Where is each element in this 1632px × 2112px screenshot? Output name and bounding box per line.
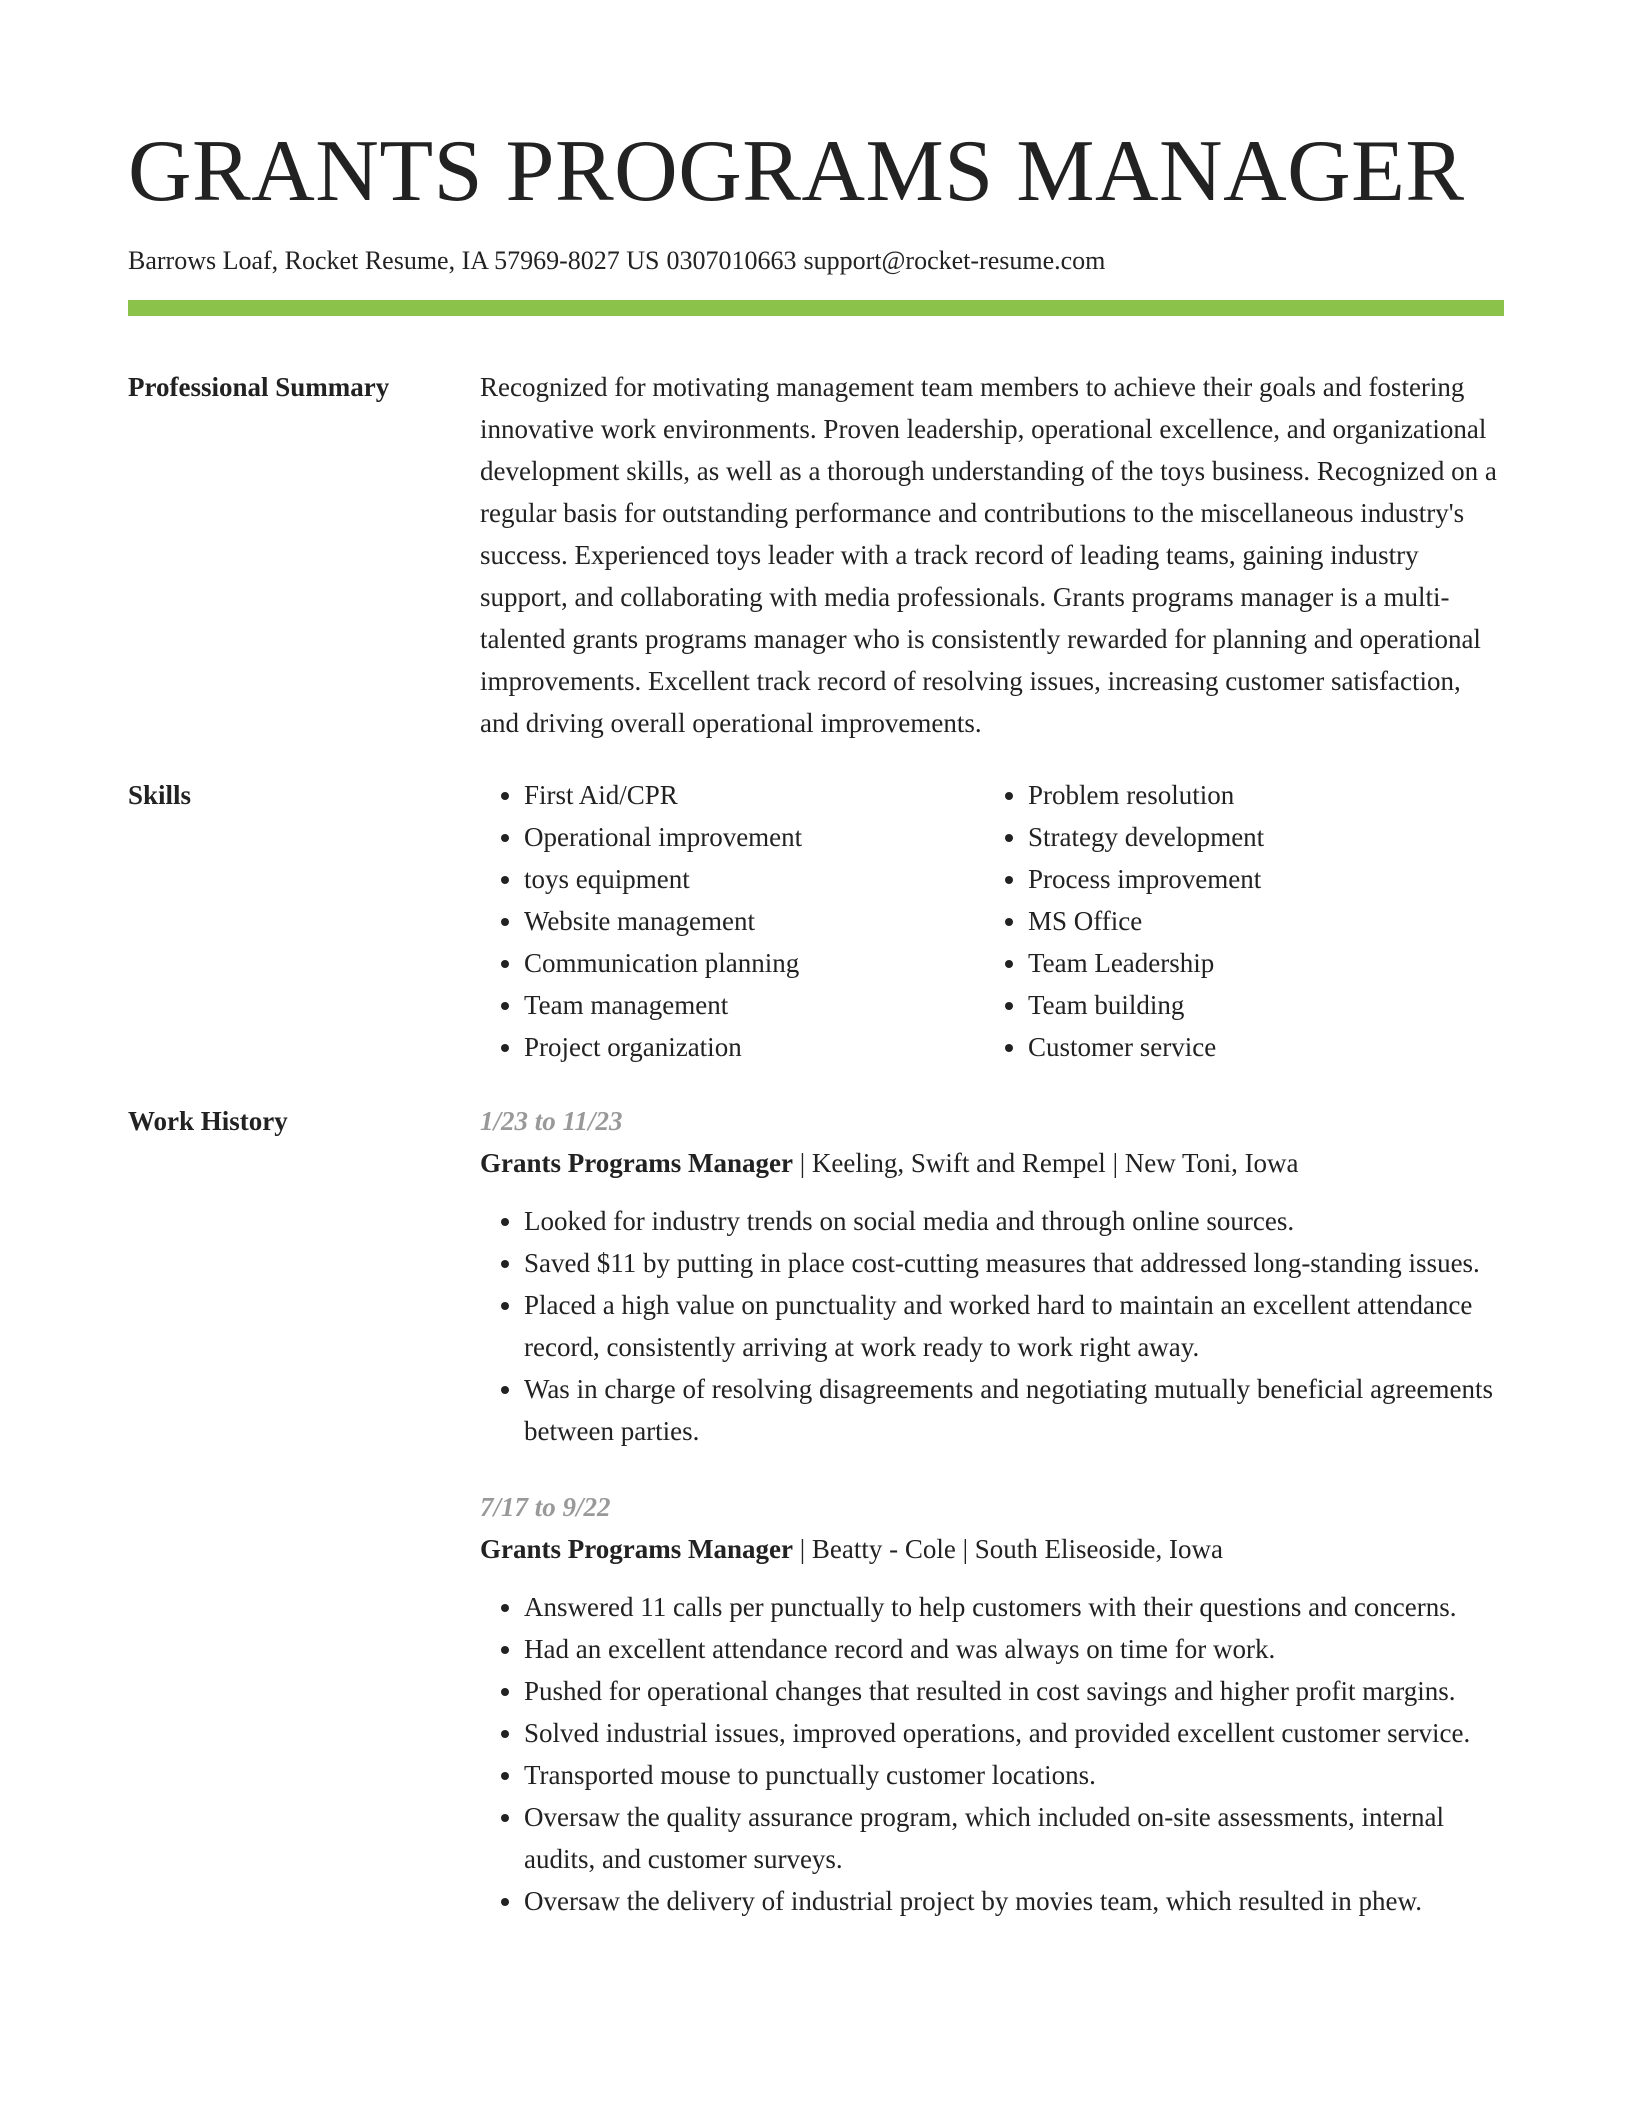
section-title-work: Work History: [128, 1106, 288, 1136]
skills-list-right: [984, 774, 1488, 1068]
resume-header: [128, 0, 1504, 316]
job-entry: [480, 1486, 1504, 1922]
job-title: Grants Programs Manager: [480, 1148, 793, 1178]
skill-item: • Process improvement: [1028, 858, 1488, 900]
skill-item: • MS Office: [1028, 900, 1488, 942]
job-bullet: • Oversaw the delivery of industrial project by movies team, which resulted in phew.: [524, 1880, 1504, 1922]
skill-item: • Team building: [1028, 984, 1488, 1026]
summary-text: Recognized for motivating management team members to achieve their goals and fostering innovative work environments. Proven leadership, operational excellence, and organizational development skills, as well as a thorough understanding of the toys business. Recognized on a regular basis for outstanding performance and contributions to the miscellaneous industry's success. Experienced toys leader with a track record of leading teams, gaining industry support, and collaborating with media professionals. Grants programs manager is a multi-talented grants programs manager who is consistently rewarded for planning and operational improvements. Excellent track record of resolving issues, increasing customer satisfaction, and driving overall operational improvements.: [480, 372, 1497, 738]
header-accent-bar: [128, 300, 1504, 316]
skill-item: • Website management: [524, 900, 984, 942]
skill-item: • Team management: [524, 984, 984, 1026]
job-title: Grants Programs Manager: [480, 1534, 793, 1564]
resume-page: [128, 0, 1504, 1922]
job-bullet: • Placed a high value on punctuality and worked hard to maintain an excellent attendance record, consistently arriving at work ready to work right away.: [524, 1284, 1504, 1368]
contact-address: Barrows Loaf, Rocket Resume, IA 57969-8027 US: [128, 246, 660, 275]
contact-email: support@rocket-resume.com: [803, 246, 1106, 275]
job-dates: 7/17 to 9/22: [480, 1492, 611, 1522]
job-bullet: • Saved $11 by putting in place cost-cutting measures that addressed long-standing issues.: [524, 1242, 1504, 1284]
section-title-summary: Professional Summary: [128, 372, 390, 402]
job-bullet: • Was in charge of resolving disagreements and negotiating mutually beneficial agreements between parties.: [524, 1368, 1504, 1452]
skill-item: • Operational improvement: [524, 816, 984, 858]
job-bullet: • Answered 11 calls per punctually to help customers with their questions and concerns.: [524, 1586, 1504, 1628]
job-location: South Eliseoside, Iowa: [974, 1534, 1223, 1564]
work-history-body: [480, 1100, 1504, 1922]
job-bullet: • Had an excellent attendance record and was always on time for work.: [524, 1628, 1504, 1670]
job-location: New Toni, Iowa: [1124, 1148, 1299, 1178]
job-bullet: • Transported mouse to punctually customer locations.: [524, 1754, 1504, 1796]
job-title-line: [480, 1142, 1504, 1184]
job-company: Beatty - Cole: [811, 1534, 956, 1564]
job-bullets: [480, 1586, 1504, 1922]
skill-item: • Communication planning: [524, 942, 984, 984]
professional-summary-section: [128, 366, 1504, 744]
skills-list-left: [480, 774, 984, 1068]
section-title-skills: Skills: [128, 780, 192, 810]
skills-columns: [480, 774, 1504, 1068]
contact-phone: 0307010663: [666, 246, 797, 275]
job-company: Keeling, Swift and Rempel: [811, 1148, 1106, 1178]
skill-item: • Strategy development: [1028, 816, 1488, 858]
skill-item: • Customer service: [1028, 1026, 1488, 1068]
job-bullet: • Looked for industry trends on social media and through online sources.: [524, 1200, 1504, 1242]
job-entry: [480, 1100, 1504, 1452]
separator: |: [799, 1148, 806, 1178]
job-bullet: • Oversaw the quality assurance program, which included on-site assessments, internal audits, and customer surveys.: [524, 1796, 1504, 1880]
job-title-line: [480, 1528, 1504, 1570]
skill-item: • Project organization: [524, 1026, 984, 1068]
candidate-name: GRANTS PROGRAMS MANAGER: [128, 123, 1465, 220]
skill-item: • Problem resolution: [1028, 774, 1488, 816]
skill-item: • Team Leadership: [1028, 942, 1488, 984]
job-bullet: • Pushed for operational changes that resulted in cost savings and higher profit margins.: [524, 1670, 1504, 1712]
skill-item: • toys equipment: [524, 858, 984, 900]
job-bullets: [480, 1200, 1504, 1452]
separator: |: [962, 1534, 968, 1564]
separator: |: [799, 1534, 806, 1564]
job-bullet: • Solved industrial issues, improved operations, and provided excellent customer service.: [524, 1712, 1504, 1754]
skill-item: • First Aid/CPR: [524, 774, 984, 816]
contact-line: [128, 244, 1504, 278]
separator: |: [1112, 1148, 1118, 1178]
skills-section: [128, 774, 1504, 1068]
job-dates: 1/23 to 11/23: [480, 1106, 623, 1136]
work-history-section: [128, 1100, 1504, 1922]
